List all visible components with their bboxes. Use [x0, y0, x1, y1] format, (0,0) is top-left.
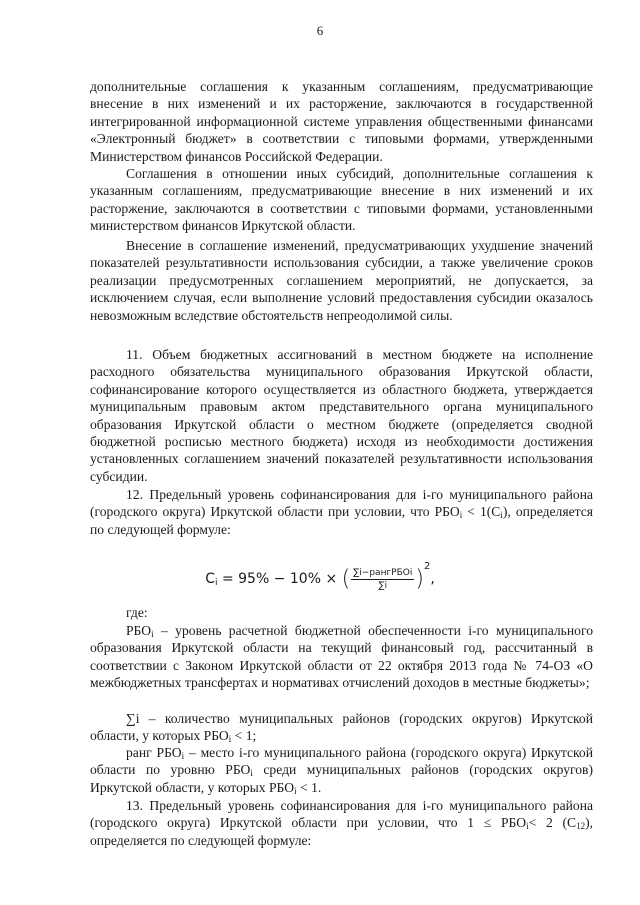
- formula-fraction: $\frac{\text{∑i−рангРБОi}}{\sum i}$: [353, 567, 413, 591]
- paragraph-11: 11. Объем бюджетных ассигнований в местном бюджете на исполнение расходного обязательства муниципального образования Иркутской области, софинансирование которого осуществляется из областного бюджета, утверждается муниципальным правовым актом представительного органа муниципального образования Иркутской области о местном бюджете (определяется сводной бюджетной росписью местного бюджета) исходя из необходимости достижения установленных соглашением значений показателей результативности использования субсидии.: [90, 347, 593, 484]
- paragraph-12: 12. Предельный уровень софинансирования для i-го муниципального района (городского округа) Иркутской области при условии, что $РБО_i < 1(С_i)$, определяется по следующей формуле:: [90, 487, 593, 537]
- definition-rbo: $РБО_i$ – уровень расчетной бюджетной обеспеченности i-го муниципального образования Иркутской области на текущий финансовый год, рассчитанный в соответствии с Законом Иркутской области от 22 октября 2013 года № 74-ОЗ «О межбюджетных трансфертах и нормативах отчислений доходов в местные бюджеты»;: [90, 623, 593, 691]
- definition-rank: ранг $РБО_i$ – место i-го муниципального района (городского округа) Иркутской области по уровню $РБО_i$ среди муниципальных районов (городских округов) Иркутской области, у которых $РБО_i < 1$.: [90, 745, 593, 796]
- page-number: 6: [316, 23, 324, 38]
- paragraph-other-subsidies: Соглашения в отношении иных субсидий, дополнительные соглашения к указанным соглашениям, предусматривающие внесение в них изменений и их расторжение, заключаются в соответствии с типовыми формами, установленными министерством финансов Иркутской области.: [90, 166, 593, 234]
- definition-sum-i: ∑i – количество муниципальных районов (городских округов) Иркутской области, у которых $РБО_i < 1$;: [90, 711, 593, 745]
- paragraph-amendments: Внесение в соглашение изменений, предусматривающих ухудшение значений показателей результативности использования субсидии, а также увеличение сроков реализации предусмотренных соглашением мероприятий, не допускается, за исключением случая, если выполнение условий предоставления субсидии оказалось невозможным вследствие обстоятельств непреодолимой силы.: [90, 238, 593, 323]
- paragraph-13: 13. Предельный уровень софинансирования для i-го муниципального района (городского округа) Иркутской области при условии, что $1 \le РБО_i< 2$ $(С_{12})$, определяется по следующей формуле:: [90, 798, 593, 848]
- paragraph-continuation: дополнительные соглашения к указанным соглашениям, предусматривающие внесение в них изменений и их расторжение, заключаются в государственной интегрированной информационной системе управления общественными финансами «Электронный бюджет» в соответствии с типовыми формами, утвержденными Министерством финансов Российской Федерации.: [90, 79, 593, 164]
- formula-ci: $C_i = 95\% - 10\%$ × ( $\frac{\text{∑i−рангРБОi}}{\sum i}$ )$^2$,: [205, 561, 435, 592]
- where-label: где:: [126, 605, 148, 620]
